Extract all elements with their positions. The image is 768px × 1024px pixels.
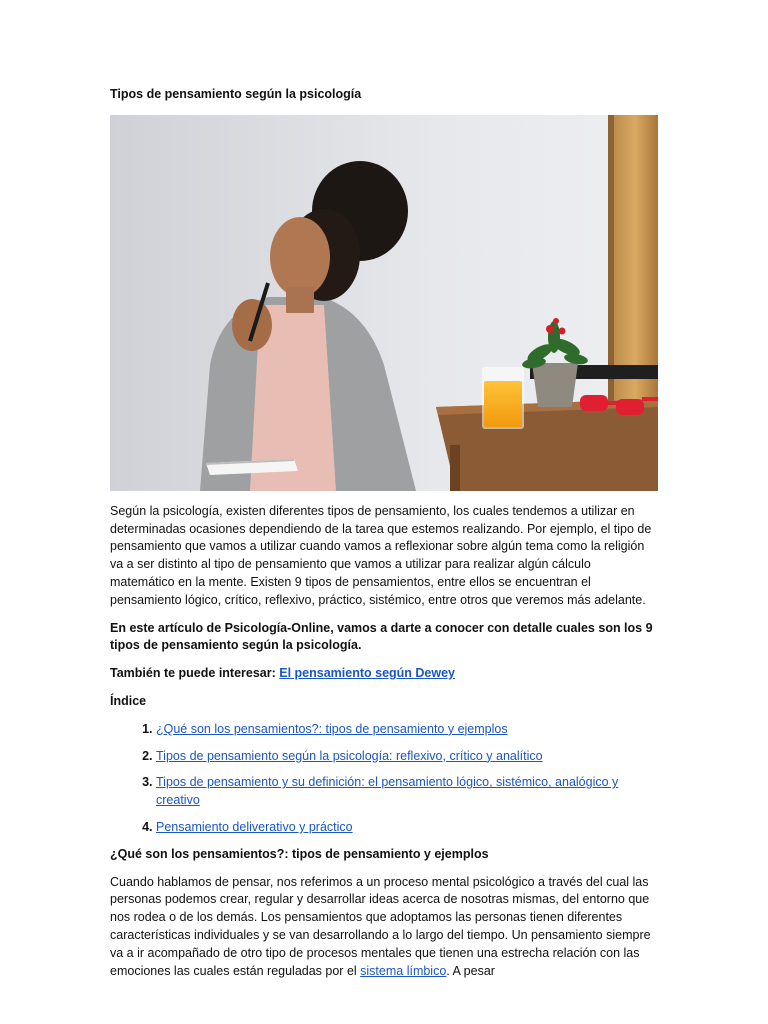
woman-thinking-photo [110,115,658,491]
interest-label: También te puede interesar: [110,666,280,681]
index-link-2[interactable]: Tipos de pensamiento según la psicología: reflexivo, crítico y analítico [156,748,543,763]
document-title: Tipos de pensamiento según la psicología [110,87,362,101]
section-body-tail: . A pesar [446,963,495,978]
article-paragraph: En este artículo de Psicología-Online, vamos a darte a conocer con detalle cuales son los 9 tipos de pensamiento según la psicología. [110,620,653,653]
section-body-text: Cuando hablamos de pensar, nos referimos a un proceso mental psicológico a través del cual las personas podemos crear, regular y desarrollar ideas acerca de nosotras mismas, del entorno que nos rodea o de los demás. Los pensamientos que adoptamos las personas tienen diferentes características individuales y se van desarrollando a lo largo del tiempo. Un pensamiento siempre va a ir acompañado de otro tipo de procesos mentales que tienen una estrecha relación con las emociones las cuales están reguladas por el [110,874,651,978]
index-link-1[interactable]: ¿Qué son los pensamientos?: tipos de pensamiento y ejemplos [156,721,508,736]
interest-link[interactable]: El pensamiento según Dewey [279,666,456,681]
list-item [156,721,658,739]
sistema-limbico-link[interactable]: sistema límbico [360,963,447,978]
index-list [110,721,658,837]
list-item [156,819,658,837]
index-link-4[interactable]: Pensamiento deliverativo y práctico [156,819,353,834]
interest-line [110,665,658,683]
index-title: Índice [110,693,147,708]
intro-paragraph: Según la psicología, existen diferentes tipos de pensamiento, los cuales tendemos a utilizar en determinadas ocasiones dependiendo de la tarea que estemos realizando. Por ejemplo, el tipo de pensamiento que vamos a utilizar cuando vamos a reflexionar sobre algún tema como la religión va a ser distinto al tipo de pensamiento que vamos a utilizar para realizar algún cálculo matemático en la mente. Existen 9 tipos de pensamientos, entre ellos se encuentran el pensamiento lógico, crítico, reflexivo, práctico, sistémico, entre otros que veremos más adelante. [110,503,652,607]
document-content [110,86,658,990]
list-item [156,774,658,810]
index-link-3[interactable]: Tipos de pensamiento y su definición: el pensamiento lógico, sistémico, analógico y creativo [156,775,619,808]
section-body [110,874,658,981]
list-item [156,748,658,766]
section-heading: ¿Qué son los pensamientos?: tipos de pensamiento y ejemplos [110,846,489,861]
